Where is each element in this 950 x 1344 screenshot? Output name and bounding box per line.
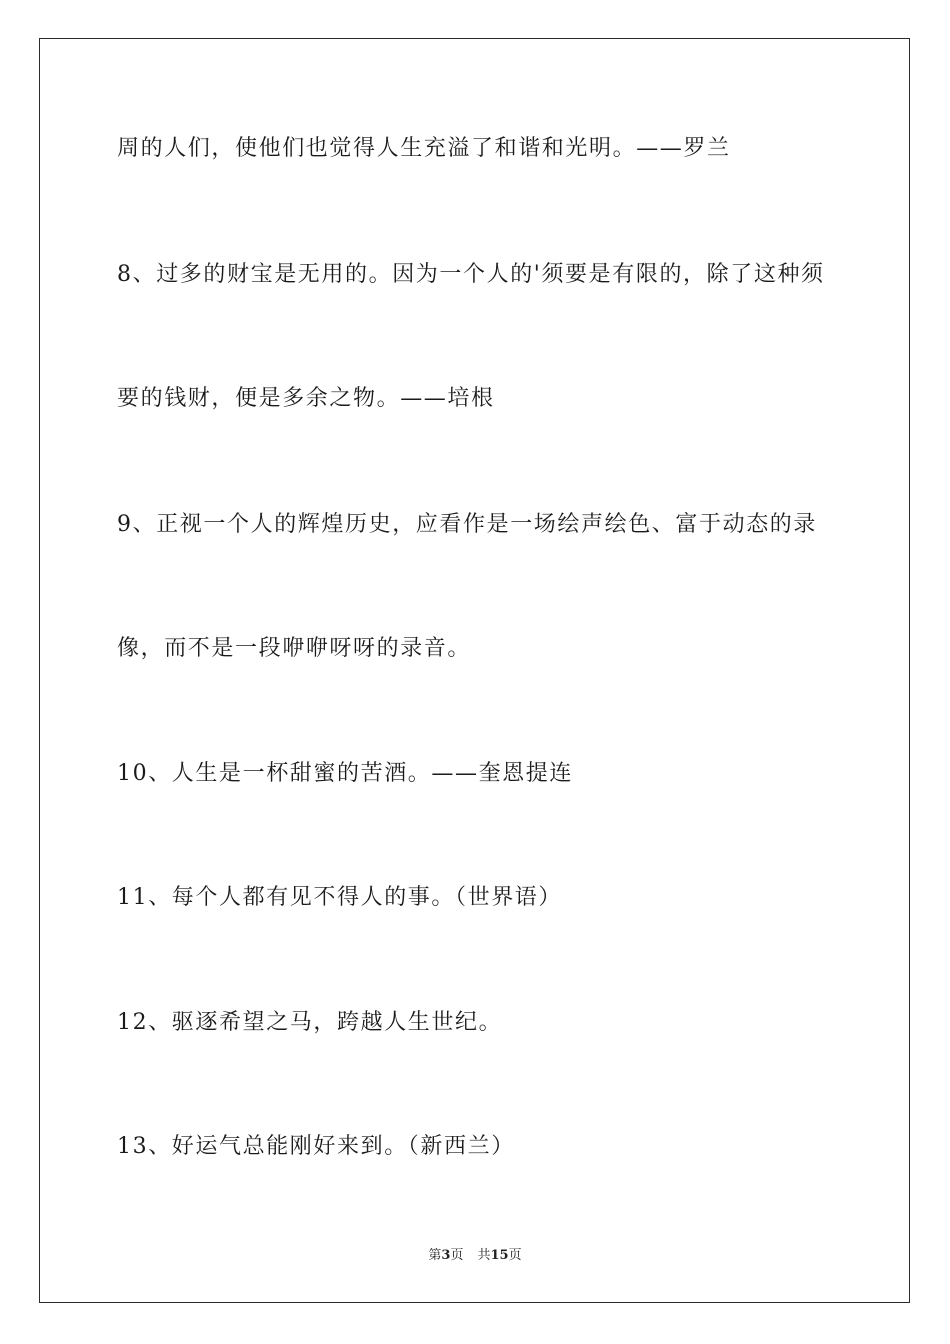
text-line-3: 要的钱财，便是多余之物。——培根 xyxy=(117,386,495,411)
text-line-8: 12、驱逐希望之马，跨越人生世纪。 xyxy=(117,1010,503,1035)
footer-page-prefix: 第 xyxy=(428,1248,442,1263)
text-line-7: 11、每个人都有见不得人的事。（世界语） xyxy=(117,885,562,910)
footer-total-pages: 15 xyxy=(490,1248,509,1263)
page-border xyxy=(39,38,910,1303)
text-line-4: 9、正视一个人的辉煌历史，应看作是一场绘声绘色、富于动态的录 xyxy=(117,512,817,537)
footer-total-prefix: 共 xyxy=(477,1248,491,1263)
footer-total-suffix: 页 xyxy=(508,1248,522,1263)
text-line-5: 像，而不是一段咿咿呀呀的录音。 xyxy=(117,636,472,661)
text-line-2: 8、过多的财宝是无用的。因为一个人的'须要是有限的，除了这种须 xyxy=(117,262,825,287)
text-line-6: 10、人生是一杯甜蜜的苦酒。——奎恩提连 xyxy=(117,761,573,786)
text-line-9: 13、好运气总能刚好来到。（新西兰） xyxy=(117,1134,515,1159)
footer-current-page: 3 xyxy=(441,1248,451,1263)
page-footer xyxy=(0,1248,950,1264)
footer-page-suffix: 页 xyxy=(450,1248,464,1263)
text-line-1: 周的人们，使他们也觉得人生充溢了和谐和光明。——罗兰 xyxy=(117,136,731,161)
